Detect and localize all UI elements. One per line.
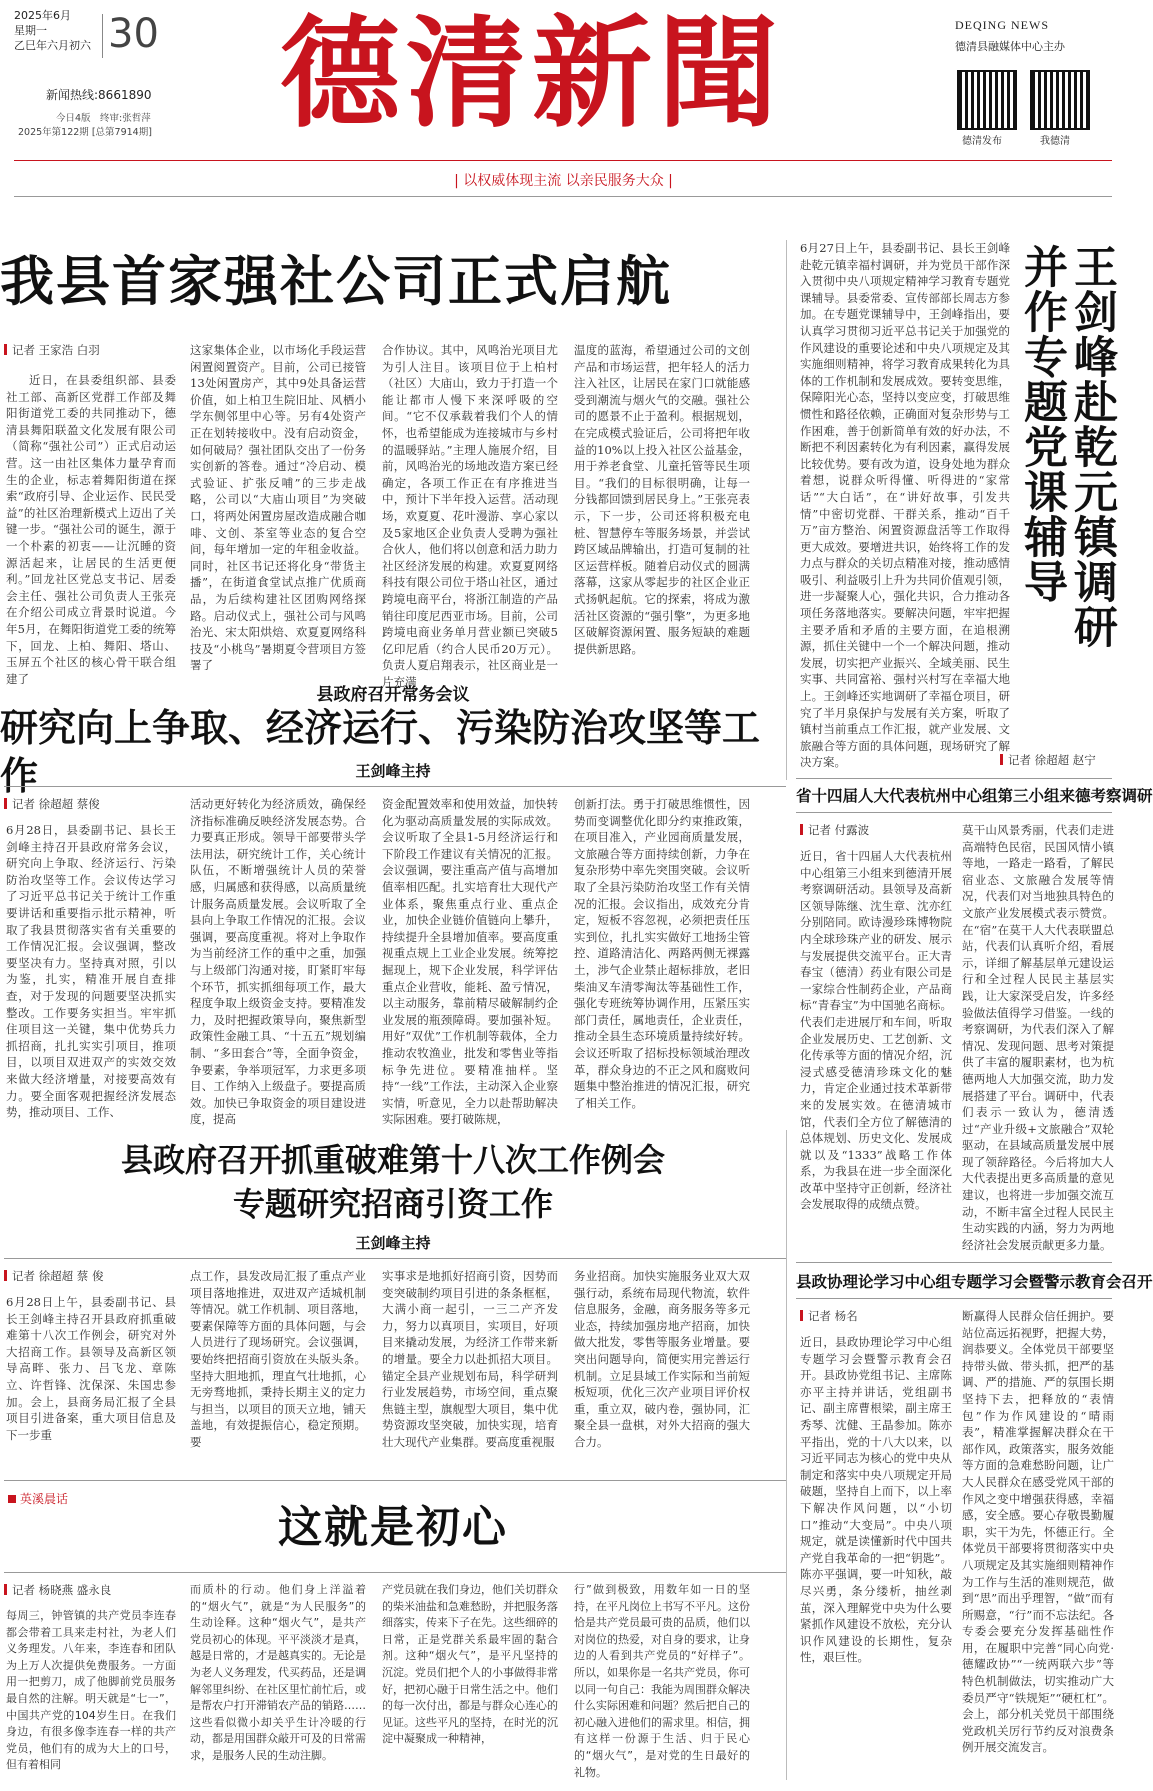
article3-col-1: 6月28日上午，县委副书记、县长王剑峰主持召开县政府抓重破难第十八次工作例会，研究对外大招商工作。县领导及高新区领导高畔、张力、吕飞龙、章陈立、许哲锋、沈保深、朱国忠参加。会上，县商务局汇报了全县项目引进备案，重大项目信息及下一步重 <box>6 1295 176 1442</box>
article4-col-1: 每周三，钟管镇的共产党员李连春都会带着工具来走村社，为老人们义务理发。八年来，李连春和团队为上万人次提供免费服务。一方面用一把剪刀，成了他脚前党员服务最自然的注解。明天就是“七一”，中国共产党的104岁生日。在我们身边，有很多像李连春一样的共产党员，他们有的成为大上的口号，但有着相同 <box>6 1609 176 1772</box>
sidebar3-byline: 记者 杨名 <box>800 1308 858 1324</box>
qr2-label: 我德清 <box>1040 136 1070 147</box>
article1-col-3: 合作协议。其中，风鸣治光项目尤为引人注目。该项目位于上柏村（社区）大庙山，致力于打造一个能让都市人慢下来深呼吸的空间。“它不仅承载着我们个人的情怀，也希望能成为连接城市与乡村的温暖驿站。”主理人施展介绍，目前，风鸣治光的场地改造方案已经确定，各项工作正在有序推进当中，预计下半年投入运营。活动现场，欢夏夏、花叶漫游、享心家以及5家地区企业负责人受聘为强社合伙人，他们将以创意和活力助力社区经济发展的构建。欢夏夏网络科技有限公司位于塔山社区，通过跨境电商平台，将浙江制造的产品销往印度尼西亚市场。目前，公司跨境电商业务单月营业额已突破5亿印尼盾（约合人民币20万元）。负责人夏启翔表示，社区商业是一片充满 <box>382 343 558 689</box>
article4-top-rule <box>4 1480 786 1481</box>
article2-rule <box>4 786 786 787</box>
article4-section-text: 英溪晨话 <box>20 1492 69 1506</box>
sidebar3-col-2: 断赢得人民群众信任拥护。要站位高远拓视野，把握大势，润恭要义。全体党员干部要坚持带头做、带头抓，把严的基调、严的措施、严的氛围长期坚持下去，把释放的“表情包”作为作风建设的“晴雨表”，精准掌握解决群众在干部作风，政策落实，服务效能等方面的急难愁盼问题，让广大人民群众在感受党风干部的作风之变中增强获得感，幸福感，安全感。要心存敬畏勤履职，实干为先，怀德正行。全体党员干部要将贯彻落实中央八项规定及其实施细则精神作为工作与生活的准则规范，做到“思”而出乎理智，“做”而有所赐意，“行”而不忘法纪。各专委会要充分发挥基础性作用，在履职中完善“同心向党·德耀政协”“一统两联六步”等特色机制做法，切实推动广大委员严守“铁规矩”“硬杠杠”。会上，部分机关党员干部围绕党政机关厉行节约反对浪费条例开展交流发言。 <box>962 1309 1114 1755</box>
sidebar3-top-rule <box>796 1262 1112 1263</box>
article2-col-3: 资金配置效率和使用效益，加快转化为驱动高质量发展的实际成效。会议听取了全县1-5月经济运行和下阶段工作建议有关情况的汇报。会议强调，要注重高产值与高增加值率相匹配。扎实培育壮大现代产业体系，聚焦重点行业、重点企业，加快企业链价值链向上攀升，持续提升全县增加值率。要高度重视重点规上工业企业发展。统筹挖掘现上，规下企业发展，科学评估重点企业营收，能耗、盈亏情况，以主动服务，靠前精尽破解制约企业发展的瓶颈障碍。要加强补短。用好“双优”工作机制等载体，全力推动农牧渔业，批发和零售业等指标争先进位。要精准抽样。坚持“一线”工作法，主动深入企业察实情，听意见，全力以赴帮助解决实际困难。要打破陈规， <box>382 797 558 1127</box>
issue-weekday: 星期一 <box>14 24 47 37</box>
hotline: 新闻热线:8661890 <box>46 88 152 102</box>
article3-sub: 王剑峰主持 <box>355 1234 431 1252</box>
article1-col-2: 这家集体企业，以市场化手段运营闲置阅置资产。目前，公司已接管13处闲置房产，其中9处具备运营价值，如上柏卫生院旧址、风栖小学东侧邻里中心等。另有4处资产正在划转接收中。没有启动资金，如何破局？强社团队交出了一份务实创新的答卷。通过“冷启动、模式验证、扩张反哺”的三步走战略，公司以“大庙山项目”为突破口，将两处闲置房屋改造成融合咖啡、文创、茶室等业态的复合空间，每年增加一定的年租金收益。同时，社区书记还将化身“带货主播”，在街道食堂试点推广优质商品，为后续构建社区团购网络探路。启动仪式上，强社公司与风鸣治光、宋太阳烘焙、欢夏夏网络科技及“小桃鸟”暑期夏令营项目方签署了 <box>190 343 366 673</box>
sidebar2-rule <box>796 812 1112 813</box>
article1-col-1: 近日，在县委组织部、县委社工部、高新区党群工作部及舞阳街道党工委的共同推动下，德清县舞阳联盈文化发展有限公司（简称“强社公司”）正式启动运营。这一由社区集体力量孕育而生的企业，标志着舞阳街道在探索“政府引导、企业运作、民民受益”的社区治理新模式上迈出了关键一步。“强社公司的诞生，源于一个朴素的初衷——让沉睡的资源活起来，让居民的生活更便利。”回龙社区党总支书记、居委会主任、强社公司负责人王张亮在介绍公司成立背景时说道。今年5月，在舞阳街道党工委的统筹下，回龙、上柏、舞阳、塔山、玉屏五个社区的核心骨干联合组建了 <box>6 373 176 686</box>
date-divider <box>102 14 103 58</box>
page-count: 今日4版 终审:张哲萍 <box>56 113 151 124</box>
sidebar3-rule <box>796 1298 1112 1299</box>
article4-byline: 记者 杨晓燕 盛永良 <box>4 1582 111 1598</box>
sidebar3-title[interactable]: 县政协理论学习中心组专题学习会暨警示教育会召开 <box>796 1272 1153 1291</box>
article3-byline: 记者 徐超超 蔡 俊 <box>4 1268 103 1284</box>
qr-code-deqing-fabu[interactable] <box>957 70 1017 130</box>
masthead-en-title: DEQING NEWS <box>955 18 1049 32</box>
article2-col-1: 6月28日，县委副书记、县长王剑峰主持召开县政府常务会议，研究向上争取、经济运行、污染防治攻坚等工作。会议传达学习了习近平总书记关于统计工作重要讲话和重要指示批示精神，听取了我县贯彻落实省有关重要的工作情况汇报。会议强调，整改要坚决有力。坚持真对照，引以为鉴，扎实，精准开展自查排查，对于发现的问题要坚决抓实整改。工作要务实担当。牢牢抓住项目这一关键，集中优势兵力抓招商，扎扎实实引项目，推项目，以项目双进双产的实效交效来做大经济增量，对接要高效有力。要全面客观把握经济发展态势，推动项目、工作、 <box>6 823 176 1120</box>
article1-title[interactable]: 我县首家强社公司正式启航 <box>0 249 672 313</box>
article4-rule <box>4 1572 786 1573</box>
article3-title-line1[interactable]: 县政府召开抓重破难第十八次工作例会 <box>120 1141 665 1179</box>
slogan-text: 以权威体现主流 以亲民服务大众 <box>463 173 664 189</box>
sidebar2-title[interactable]: 省十四届人大代表杭州中心组第三小组来德考察调研 <box>796 786 1153 805</box>
article2-col-2: 活动更好转化为经济质效，确保经济指标准确反映经济发展态势。合力要真正形成。领导干部要带头学法用法，研究统计工作，关心统计队伍，不断增强统计人员的荣誉感，归属感和获得感，以高质量统计服务高质量发展。会议听取了全县向上争取工作情况的汇报。会议强调，要高度重视。将对上争取作为当前经济工作的重中之重，加强与上级部门沟通对接，盯紧盯牢每个环节，抓实抓细每项工作，最大程度争取上级资金支持。要精准发力，及时把握政策导向，聚焦新型政策性金融工具、“十五五”规划编制、“多田套合”等，全面争资金，争要素，争举项冠军，力求更多项目、工作纳入上级盘子。要提高质效。加快已争取资金的项目建设进度，提高 <box>190 797 366 1127</box>
article4-col-4: 行”做到极致，用数年如一日的坚持，在平凡岗位上书写不平凡。这份恰是共产党员最可贵的品质，他们以对岗位的热爱，对自身的要求，让身边的人看到共产党员的“好样子”。所以，如果你是一名共产党员，你可以同一句自己：我能为周围群众解决什么实际困难和问题？然后把自己的初心融入进他们的需求里。相信，拥有这样一份源于生活、归于民心的“烟火气”，是对党的生日最好的礼物。 <box>574 1583 750 1779</box>
article3-col-2: 点工作，县发改局汇报了重点产业项目落地推进，双进双产适城机制等情况。就工作机制、项目落地，要素保障等方面的具体问题，与会人员进行了现场研究。会议强调，要始终把招商引资放在头版头条。坚持大胆地抓，理直气壮地抓，心无旁骛地抓，秉持长期主义的定力与担当，以项目的顶天立地，铺天盖地，有效提振信心，稳定预期。要 <box>190 1269 366 1449</box>
qr-code-wo-deqing[interactable] <box>1030 70 1090 130</box>
article4-col-2: 而质朴的行动。他们身上洋溢着的“烟火气”，就是“为人民服务”的生动诠释。这种“烟火气”，是共产党员初心的体现。平平淡淡才是真，越是日常的，才是越真实的。无论是为老人义务理发，代买药品，还是调解邻里纠纷、在社区里忙前忙后，或是帮农户打开滞销农产品的销路……这些看似微小却关乎生计冷暖的行动，都是用国群众敲开可及的日常需求，是服务人民的生动注脚。 <box>190 1583 366 1762</box>
article3-rule <box>4 1258 786 1259</box>
sidebar3-col-1: 近日，县政协理论学习中心组专题学习会暨警示教育会召开。县政协党组书记、主席陈亦平主持并讲话，党组副书记、副主席曹根梁，副主席王秀琴、沈健、王晶参加。陈亦平指出，党的十八大以来，以习近平同志为核心的党中央从制定和落实中央八项规定开局破题，坚持自上而下，以上率下解决作风问题，以“小切口”推动“大变局”。中央八项规定，就是读懂新时代中国共产党自我革命的一把“钥匙”。陈亦平强调，要一叶知秋，敲尽兴勇，条分缕析，抽丝剥茧，深入理解党中央为什么要紧抓作风建设不放松，充分认识作风建设的长期性，复杂性，艰巨性。 <box>800 1335 952 1665</box>
masthead-rule-2 <box>14 196 1112 197</box>
issue-lunar: 乙巳年六月初六 <box>14 39 91 52</box>
article2-title[interactable]: 研究向上争取、经济运行、污染防治攻坚等工作 <box>0 705 761 798</box>
sidebar2-col-1: 近日，省十四届人大代表杭州中心组第三小组来到德清开展考察调研活动。县领导及高新区领导陈继、沈生章、沈亦红分别陪同。欧诗漫珍珠博物院内全球珍珠产业的研发、展示与发展提供交流平台。正大青春宝（德清）药业有限公司是一家综合性制药企业，产品商标“青春宝”为中国驰名商标。代表们走进展厅和车间，听取企业发展历史、工艺创新、文化传承等方面的情况介绍，沉浸式感受德清珍珠文化的魅力，肯定企业通过技术革新带来的发展实效。在德清城市馆，代表们全方位了解德清的总体规划、历史文化、发展成就以及“1333”战略工作体系，为我县在进一步全面深化改革中坚持守正创新，经济社会发展取得的成绩点赞。 <box>800 849 952 1212</box>
newspaper-title: 德清新聞 <box>280 3 784 144</box>
article3-col-4: 务业招商。加快实施服务业双大双强行动，系统布局现代物流，软件信息服务，金融，商务服务等多元业态，持续加强房地产招商，加快做大批发，零售等服务业增量。要突出问题导向，简便实用完善运行机制。立足县域工作实际和当前短板短项，优化三次产业项目评价权重，重立双，破内卷，强协同，汇聚全县一盘棋，对外大招商的强大合力。 <box>574 1269 750 1449</box>
qr1-label: 德清发布 <box>962 136 1002 147</box>
article4-col-3: 产党员就在我们身边，他们关切群众的柴米油盐和急难愁盼，并把服务落细落实，传来下子在先。这些细碎的日常，正是党群关系最牢固的黏合剂。这种“烟火气”，是平凡坚持的沉淀。党员们把个人的小事做得非常好，把初心融于日常生活之中。他们的每一次付出，都是与群众心连心的见证。这些平凡的坚持，在时光的沉淀中凝聚成一种精神， <box>382 1583 558 1746</box>
column-divider <box>786 240 787 780</box>
article4-title[interactable]: 这就是初心 <box>278 1502 508 1553</box>
sidebar1-title-text: 王剑峰赴乾元镇调研并作专题党课辅导 <box>1016 244 1117 649</box>
sidebar2-byline: 记者 付露波 <box>800 822 869 838</box>
sidebar2-col-2: 莫干山风景秀丽，代表们走进高端特色民宿，民国风情小镇等地，一路走一路看，了解民宿业态、文旅融合发展等情况，代表们对当地独具特色的文旅产业发展模式表示赞赏。在“宿”在莫干人大代表联盟总站，代表们认真听介绍，看展示，详细了解基层单元建设运行和全过程人民民主基层实践，让大家深受启发，许多经验做法值得学习借鉴。一线的考察调研，为代表们深入了解情况、发现问题、思考对策提供了丰富的履职素材，也为杭德两地人大加强交流，助力发展搭建了平台。调研中，代表们表示一致认为，德清透过“产业升级+文旅融合”双轮驱动，在县域高质量发展中展现了领辞路径。今后将加大人大代表提出更多高质量的意见建议，也将进一步加强交流互动，不断丰富全过程人民民主生动实践的内涵，努力为两地经济社会发展贡献更多力量。 <box>962 823 1114 1252</box>
article1-byline: 记者 王家浩 白羽 <box>4 342 100 358</box>
article2-kicker: 县政府召开常务会议 <box>316 685 470 705</box>
sidebar1-title[interactable] <box>1016 244 1116 684</box>
sidebar1-byline: 记者 徐超超 赵宁 <box>1000 752 1096 768</box>
article3-col-3: 实事求是地抓好招商引资，因势而变突破制约项目引进的条条框框，大满小商一起引，一三二产齐发力，努力以真项目，实项目，好项目来撬动发展，为经济工作带来新的增量。要全力以赴抓招大项目。锚定全县产业规划布局，科学研判行业发展趋势，市场空间，重点聚焦链主型，旗舰型大项目，集中优势资源攻坚突破，加快实现，培育壮大现代产业集群。要高度重视服 <box>382 1269 558 1449</box>
article2-col-4: 创新打法。勇于打破思维惯性，因势而变调整优化即分约束推政策，在项目准入，产业园商质量发展，文旅融合等方面持续创新，力争在复杂形势中率先突围突破。会议听取了全县污染防治攻坚工作有关情况的汇报。会议指出，成效充分肯定，短板不容忽视，必须把责任压实到位，扎扎实实做好工地扬尘管控、道路清洁化、两路两侧无裸露土，涉气企业禁止超标排放，老旧柴油叉车清零淘汰等基础性工作，强化专班统筹协调作用，压紧压实部门责任，属地责任，企业责任，推动全县生态环境质量持续好转。会议还听取了招标投标领域治理改革，群众身边的不正之风和腐败问题集中整治推进的情况汇报，研究了相关工作。 <box>574 797 750 1110</box>
publisher: 德清县融媒体中心主办 <box>955 40 1065 53</box>
masthead-rule <box>14 160 1112 161</box>
sidebar2-top-rule <box>796 778 1112 779</box>
slogan: | 以权威体现主流 以亲民服务大众 | <box>454 173 673 189</box>
article3-title-line2[interactable]: 专题研究招商引资工作 <box>232 1185 553 1223</box>
column-divider-lower <box>786 1130 787 1780</box>
issue-date: 2025年6月 <box>14 9 71 22</box>
issue-day: 30 <box>108 11 159 57</box>
article2-sub: 王剑峰主持 <box>355 762 431 780</box>
issue-number: 2025年第122期 [总第7914期] <box>18 127 152 138</box>
article2-byline: 记者 徐超超 蔡俊 <box>4 796 100 812</box>
sidebar1-body: 6月27日上午，县委副书记、县长王剑峰赴乾元镇幸福村调研，并为党员干部作深入贯彻中央八项规定精神学习教育专题党课辅导。县委常委、宣传部部长周志方参加。在专题党课辅导中，王剑峰指出，要认真学习贯彻习近平总书记关于加强党的作风建设的重要论述和中央八项规定及其实施细则精神，将学习教育成果转化为具体的工作机制和发展成效。要转变思维，保障阳光心态，坚持以变应变，打破思维惯性和路径依赖，正确面对复杂形势与工作困难，善于创新简单有效的好办法，不断把不利因素转化为有利因素，赢得发展比较优势。要有改为道，设身处地为群众着想，说群众听得懂、听得进的“家常话”“大白话”，在“讲好故事，引发共情”中密切党群、干群关系，推动“百千万”亩方整治、闲置资源盘活等工作取得更大成效。要增进共识，始终将工作的发力点与群众的关切点精准对接，推动感情吸引、利益吸引上升为共同价值观引领，进一步凝聚人心，强化共识，合力推动各项任务落地落实。要解决问题，牢牢把握主要矛盾和矛盾的主要方面，在追根溯源，抓住关键中一个一个解决问题，推动发展，切实把产业振兴、全域美丽、民生实事、共同富裕、强村兴村写在幸福大地上。王剑峰还实地调研了幸福仓项目，研究了半月泉保护与发展有关方案，听取了镇村当前重点工作汇报，就产业发展、文旅融合等方面的具体问题，现场研究了解决方案。 <box>800 241 1010 770</box>
article1-col-4: 温度的蓝海，希望通过公司的文创产品和市场运营，把年轻人的活力注入社区，让居民在家门口就能感受到潮流与烟火气的交融。强社公司的愿景不止于盈利。根据规划，在完成模式验证后，公司将把年收益的10%以上投入社区公益基金，用于养老食堂、儿童托管等民生项目。“我们的目标很明确，让每一分钱都回馈到居民身上。”王张亮表示，下一步，公司还将积极充电桩、智慧停车等服务场景，并尝试跨区域品牌输出，打造可复制的社区运营样板。随着启动仪式的圆满落幕，这家从零起步的社区企业正式扬帆起航。它的探索，将成为激活社区资源的“强引擎”，为更多地区破解资源闲置、服务短缺的难题提供新思路。 <box>574 343 750 656</box>
